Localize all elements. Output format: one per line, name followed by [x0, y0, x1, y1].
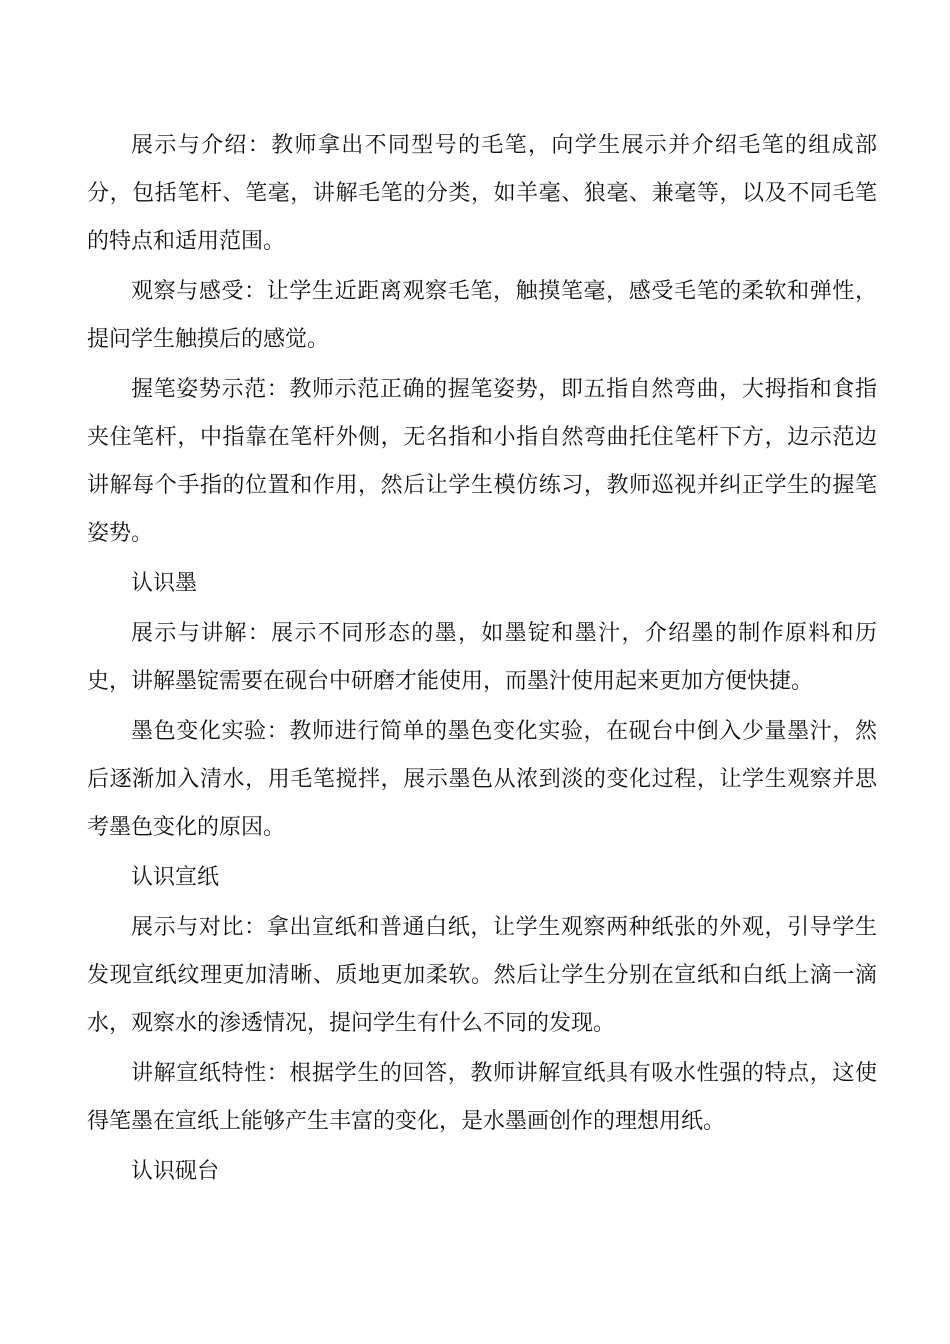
paragraph-brush-observe: 观察与感受：让学生近距离观察毛笔，触摸笔毫，感受毛笔的柔软和弹性，提问学生触摸后的感觉。 — [87, 279, 877, 352]
paragraph-ink-intro: 展示与讲解：展示不同形态的墨，如墨锭和墨汁，介绍墨的制作原料和历史，讲解墨锭需要在砚台中研磨才能使用，而墨汁使用起来更加方便快捷。 — [87, 621, 877, 694]
paragraph-ink-experiment: 墨色变化实验：教师进行简单的墨色变化实验，在砚台中倒入少量墨汁，然后逐渐加入清水，用毛笔搅拌，展示墨色从浓到淡的变化过程，让学生观察并思考墨色变化的原因。 — [87, 719, 877, 840]
paragraph-paper-properties: 讲解宣纸特性：根据学生的回答，教师讲解宣纸具有吸水性强的特点，这使得笔墨在宣纸上能够产生丰富的变化，是水墨画创作的理想用纸。 — [87, 1061, 877, 1134]
paragraph-grip-demo: 握笔姿势示范：教师示范正确的握笔姿势，即五指自然弯曲，大拇指和食指夹住笔杆，中指靠在笔杆外侧，无名指和小指自然弯曲托住笔杆下方，边示范边讲解每个手指的位置和作用，然后让学生模仿练习，教师巡视并纠正学生的握笔姿势。 — [87, 377, 877, 546]
paragraph-paper-compare: 展示与对比：拿出宣纸和普通白纸，让学生观察两种纸张的外观，引导学生发现宣纸纹理更加清晰、质地更加柔软。然后让学生分别在宣纸和白纸上滴一滴水，观察水的渗透情况，提问学生有什么不同的发现。 — [87, 915, 877, 1036]
section-heading-inkstone: 认识砚台 — [131, 1159, 220, 1184]
paragraph-brush-intro: 展示与介绍：教师拿出不同型号的毛笔，向学生展示并介绍毛笔的组成部分，包括笔杆、笔毫，讲解毛笔的分类，如羊毫、狼毫、兼毫等，以及不同毛笔的特点和适用范围。 — [87, 133, 877, 254]
section-heading-paper: 认识宣纸 — [131, 865, 220, 890]
document-body — [87, 122, 877, 1198]
section-heading-ink: 认识墨 — [131, 571, 198, 596]
